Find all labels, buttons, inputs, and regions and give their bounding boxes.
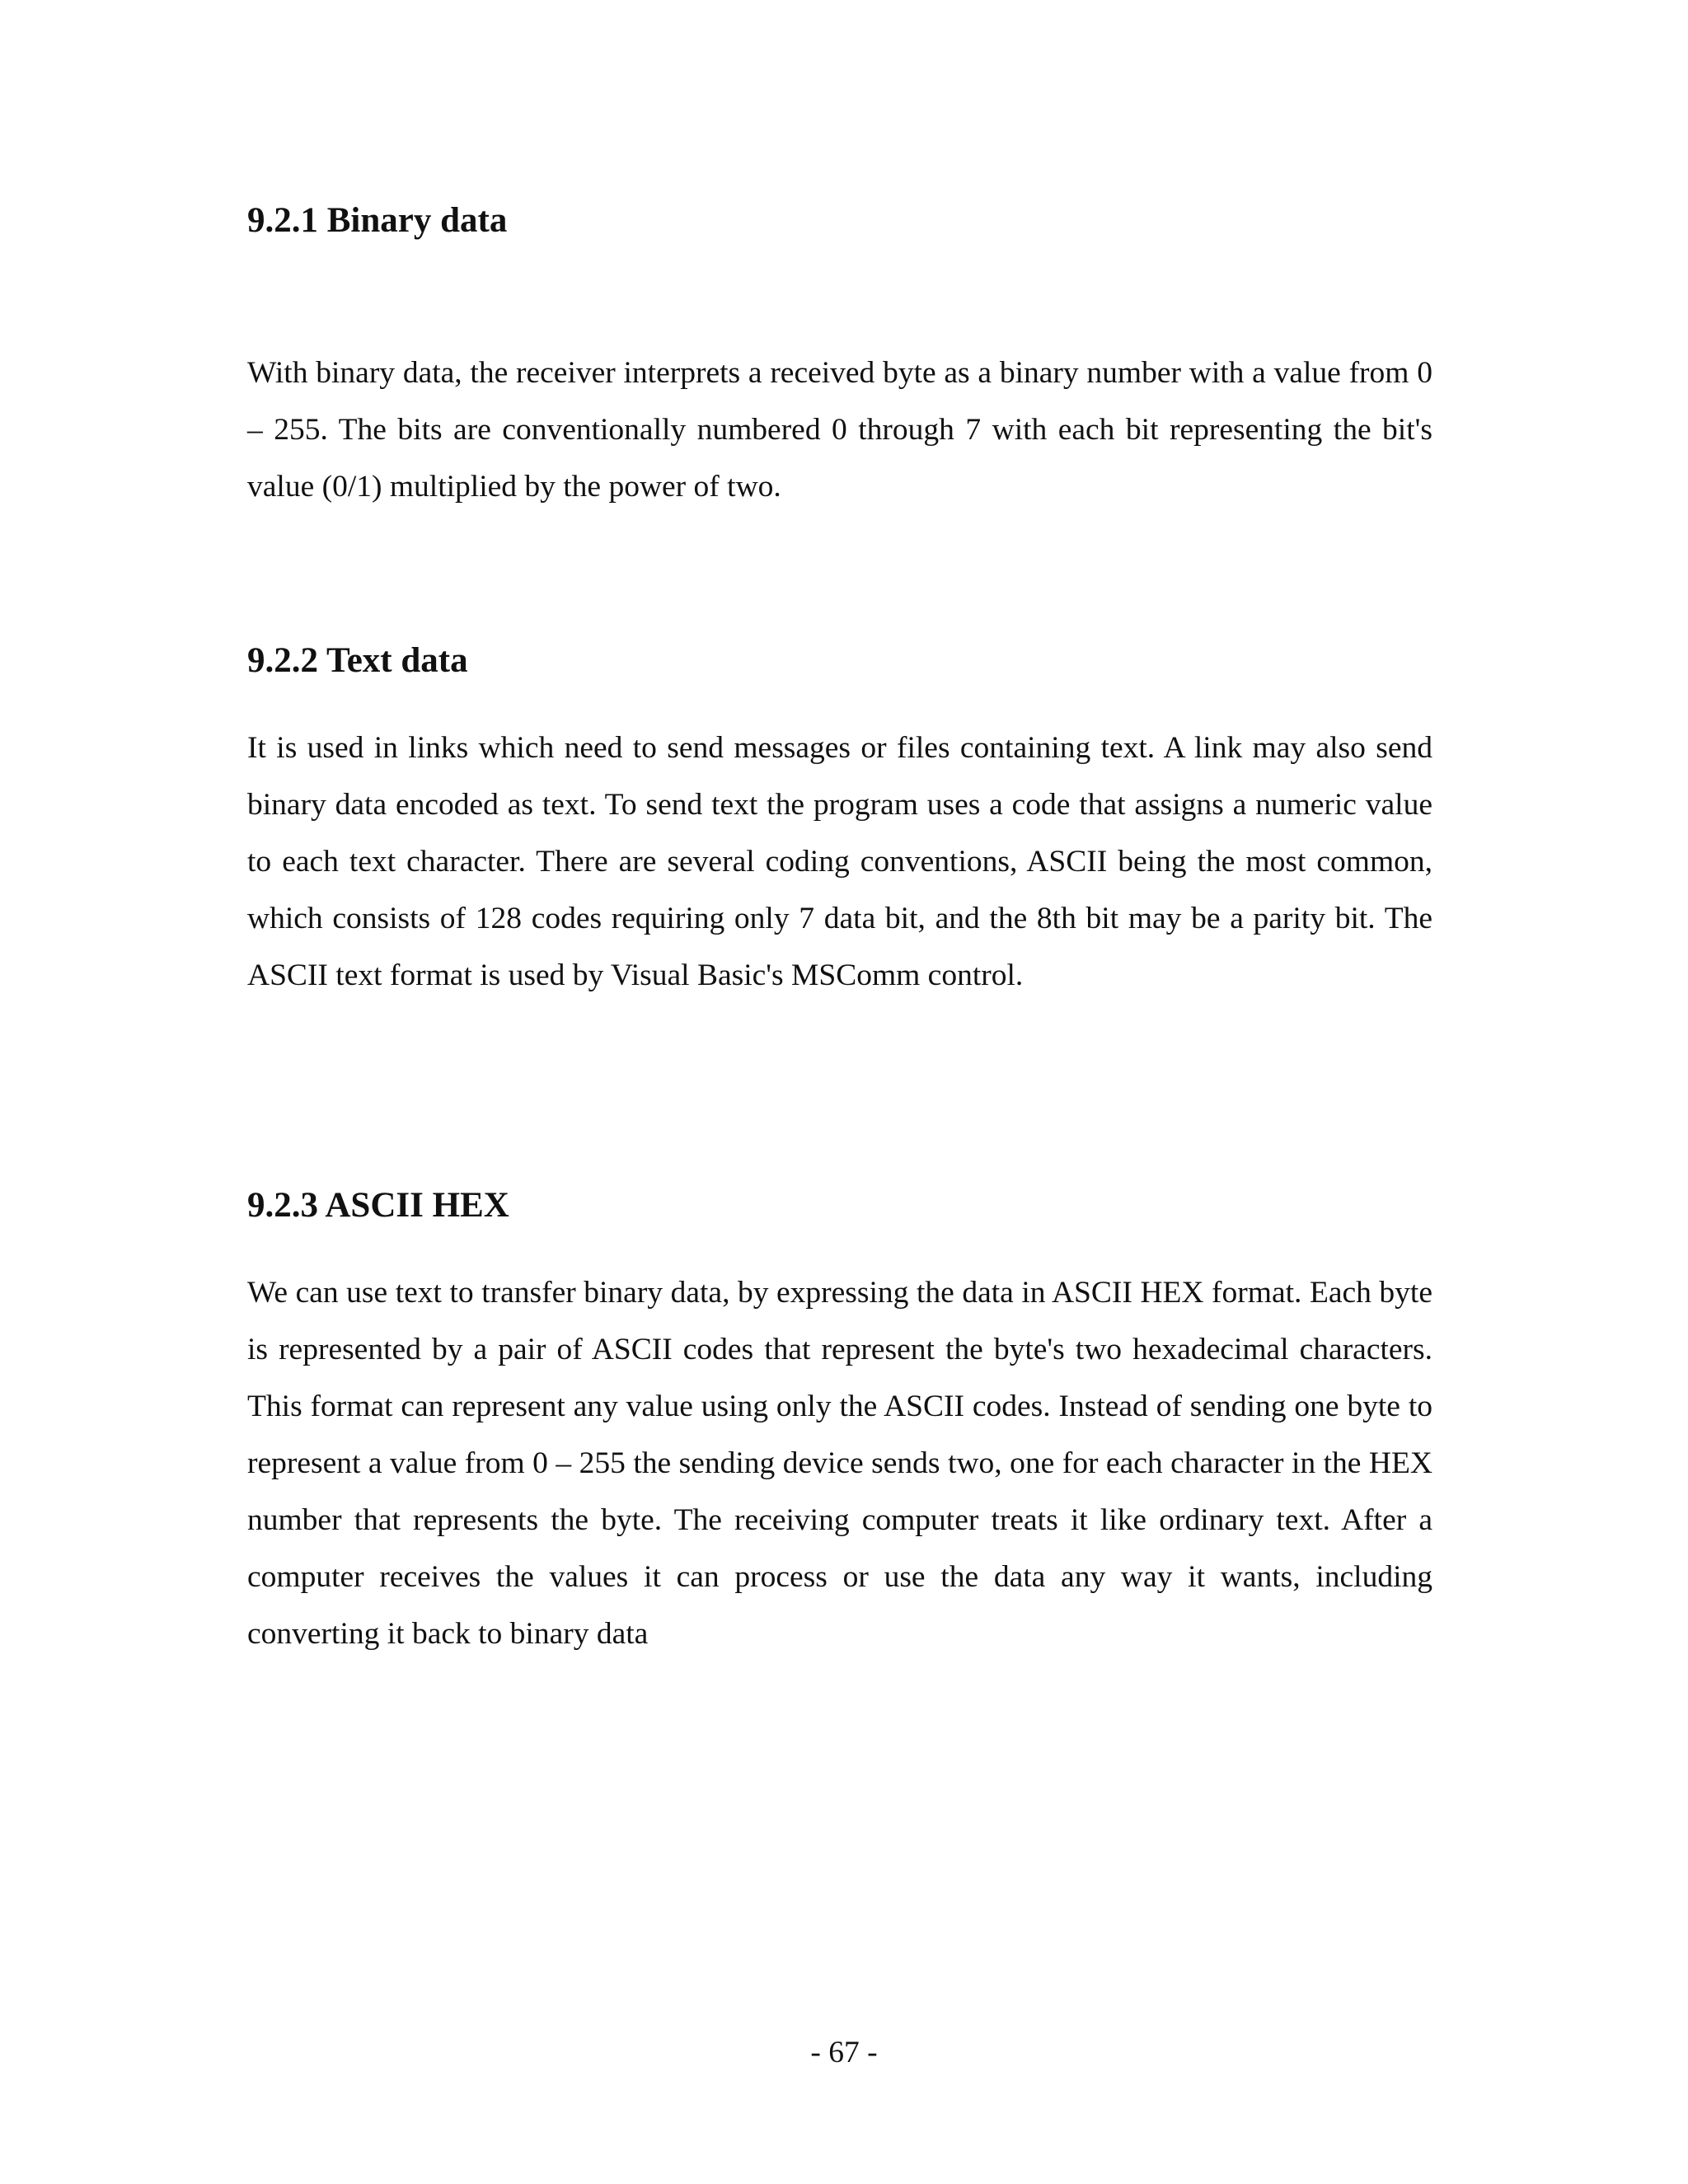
section-heading-ascii-hex: 9.2.3 ASCII HEX: [247, 1186, 509, 1225]
section-heading-binary-data: 9.2.1 Binary data: [247, 201, 508, 240]
page-number: - 67 -: [810, 2036, 878, 2069]
section-heading-text-data: 9.2.2 Text data: [247, 641, 468, 680]
section-paragraph-text-data: It is used in links which need to send messages or files containing text. A link may also send binary data encoded as text. To send text the program uses a code that assigns a numeric value to each text character. There are several coding conventions, ASCII being the most common, which consists of 128 codes requiring only 7 data bit, and the 8th bit may be a parity bit. The ASCII text format is used by Visual Basic's MSComm control.: [247, 731, 1432, 992]
section-paragraph-ascii-hex: We can use text to transfer binary data, by expressing the data in ASCII HEX format. Each byte is represented by a pair of ASCII codes that represent the byte's two hexadecimal characters. This format can represent any value using only the ASCII codes. Instead of sending one byte to represent a value from 0 – 255 the sending device sends two, one for each character in the HEX number that represents the byte. The receiving computer treats it like ordinary text. After a computer receives the values it can process or use the data any way it wants, including converting it back to binary data: [247, 1276, 1432, 1651]
section-paragraph-binary-data: With binary data, the receiver interprets a received byte as a binary number with a value from 0 – 255. The bits are conventionally numbered 0 through 7 with each bit representing the bit's value (0/1) multiplied by the power of two.: [247, 356, 1432, 504]
